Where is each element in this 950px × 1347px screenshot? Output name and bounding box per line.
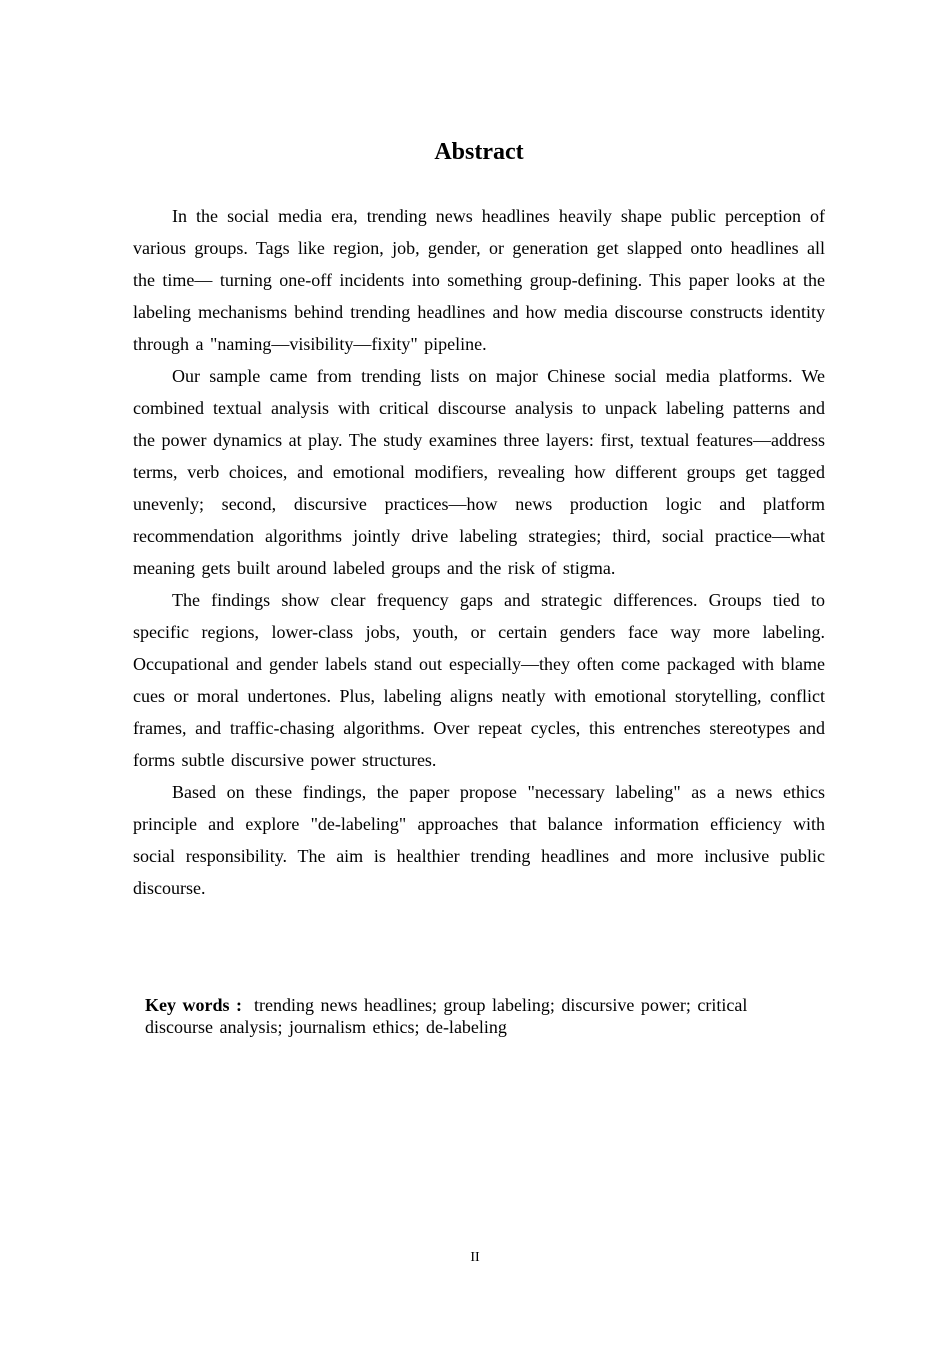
abstract-paragraph-4: Based on these findings, the paper propose "necessary labeling" as a news ethics principle and explore "de-labeling" approaches that balance information efficiency with social responsibility. The aim is healthier trending headlines and more inclusive public discourse.: [133, 782, 825, 898]
keywords-text: trending news headlines; group labeling; discursive power; critical discourse analysis; journalism ethics; de-labeling: [145, 995, 748, 1037]
abstract-paragraph-1: In the social media era, trending news headlines heavily shape public perception of various groups. Tags like region, job, gender, or generation get slapped onto headlines all the time— turning one-off incidents into something group-defining. This paper looks at the labeling mechanisms behind trending headlines and how media discourse constructs identity through a "naming—visibility—fixity" pipeline.: [133, 206, 825, 354]
abstract-paragraph-3: The findings show clear frequency gaps and strategic differences. Groups tied to specific regions, lower-class jobs, youth, or certain genders face way more labeling. Occupational and gender labels stand out especially—they often come packaged with blame cues or moral undertones. Plus, labeling aligns neatly with emotional storytelling, conflict frames, and traffic-chasing algorithms. Over repeat cycles, this entrenches stereotypes and forms subtle discursive power structures.: [133, 590, 825, 770]
abstract-title: Abstract: [434, 139, 524, 165]
page-number: II: [470, 1250, 480, 1265]
keywords-block: [145, 994, 815, 1038]
abstract-paragraph-2: Our sample came from trending lists on major Chinese social media platforms. We combined textual analysis with critical discourse analysis to unpack labeling patterns and the power dynamics at play. The study examines three layers: first, textual features—address terms, verb choices, and emotional modifiers, revealing how different groups get tagged unevenly; second, discursive practices—how news production logic and platform recommendation algorithms jointly drive labeling strategies; third, social practice—what meaning gets built around labeled groups and the risk of stigma.: [133, 366, 825, 578]
abstract-body: [133, 200, 825, 904]
keywords-label: Key words :: [145, 995, 242, 1015]
